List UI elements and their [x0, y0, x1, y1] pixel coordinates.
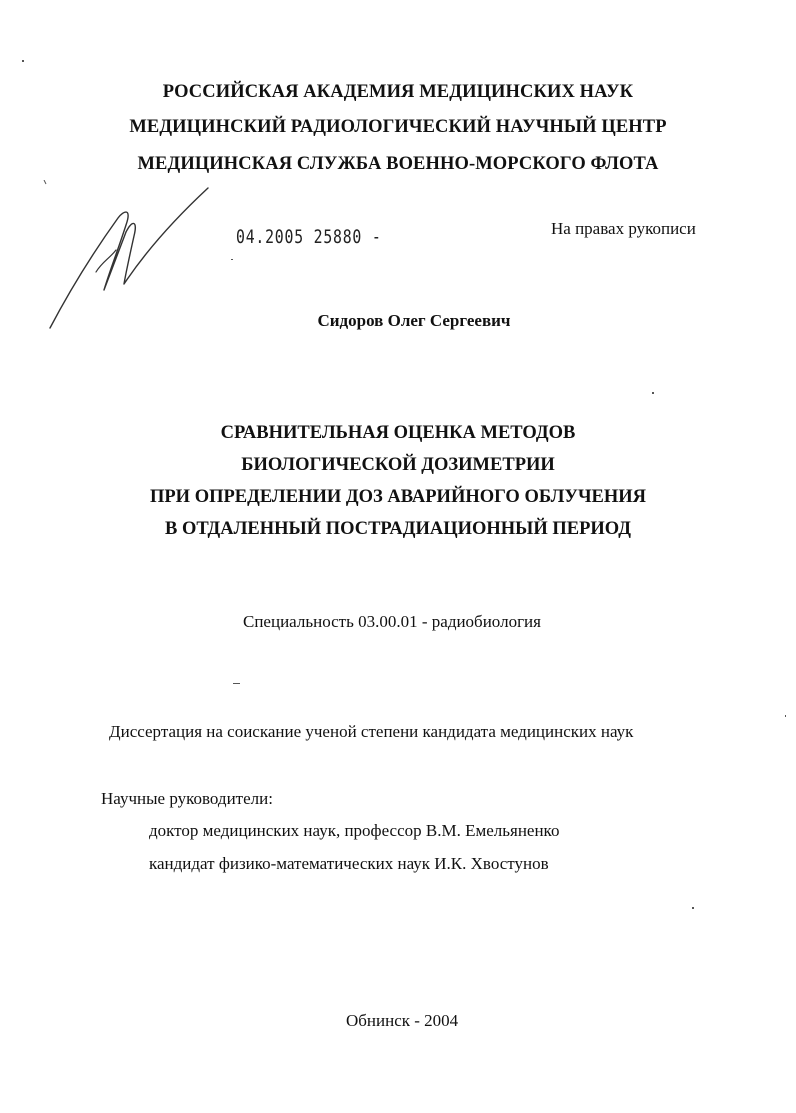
city-year: Обнинск - 2004 [346, 1011, 459, 1030]
scan-speck [785, 715, 786, 717]
supervisors-label: Научные руководители: [101, 789, 273, 808]
title-line-1: СРАВНИТЕЛЬНАЯ ОЦЕНКА МЕТОДОВ [220, 423, 576, 443]
title-line-2: БИОЛОГИЧЕСКОЙ ДОЗИМЕТРИИ [241, 455, 555, 475]
scan-speck [233, 683, 240, 684]
supervisor-item: доктор медицинских наук, профессор В.М. Емельяненко [149, 821, 560, 840]
rights-note: На правах рукописи [551, 219, 696, 238]
inventory-stamp-number: 04.2005 25880 - [236, 226, 382, 248]
title-line-3: ПРИ ОПРЕДЕЛЕНИИ ДОЗ АВАРИЙНОГО ОБЛУЧЕНИЯ [149, 487, 647, 507]
dissertation-note: Диссертация на соискание ученой степени кандидата медицинских наук [109, 722, 634, 741]
org-radiological-center: МЕДИЦИНСКИЙ РАДИОЛОГИЧЕСКИЙ НАУЧНЫЙ ЦЕНТР [129, 117, 667, 137]
author-name: Сидоров Олег Сергеевич [317, 311, 511, 330]
title-line-4: В ОТДАЛЕННЫЙ ПОСТРАДИАЦИОННЫЙ ПЕРИОД [165, 519, 631, 539]
scan-speck [652, 392, 654, 394]
supervisor-item: кандидат физико-математических наук И.К. Хвостунов [149, 854, 549, 873]
scan-speck [22, 60, 24, 62]
specialty: Специальность 03.00.01 - радиобиология [243, 612, 541, 631]
org-academy: РОССИЙСКАЯ АКАДЕМИЯ МЕДИЦИНСКИХ НАУК [162, 82, 634, 102]
scan-speck [231, 259, 233, 260]
scan-speck [692, 907, 694, 909]
org-navy-medical-service: МЕДИЦИНСКАЯ СЛУЖБА ВОЕННО-МОРСКОГО ФЛОТА [137, 154, 659, 174]
